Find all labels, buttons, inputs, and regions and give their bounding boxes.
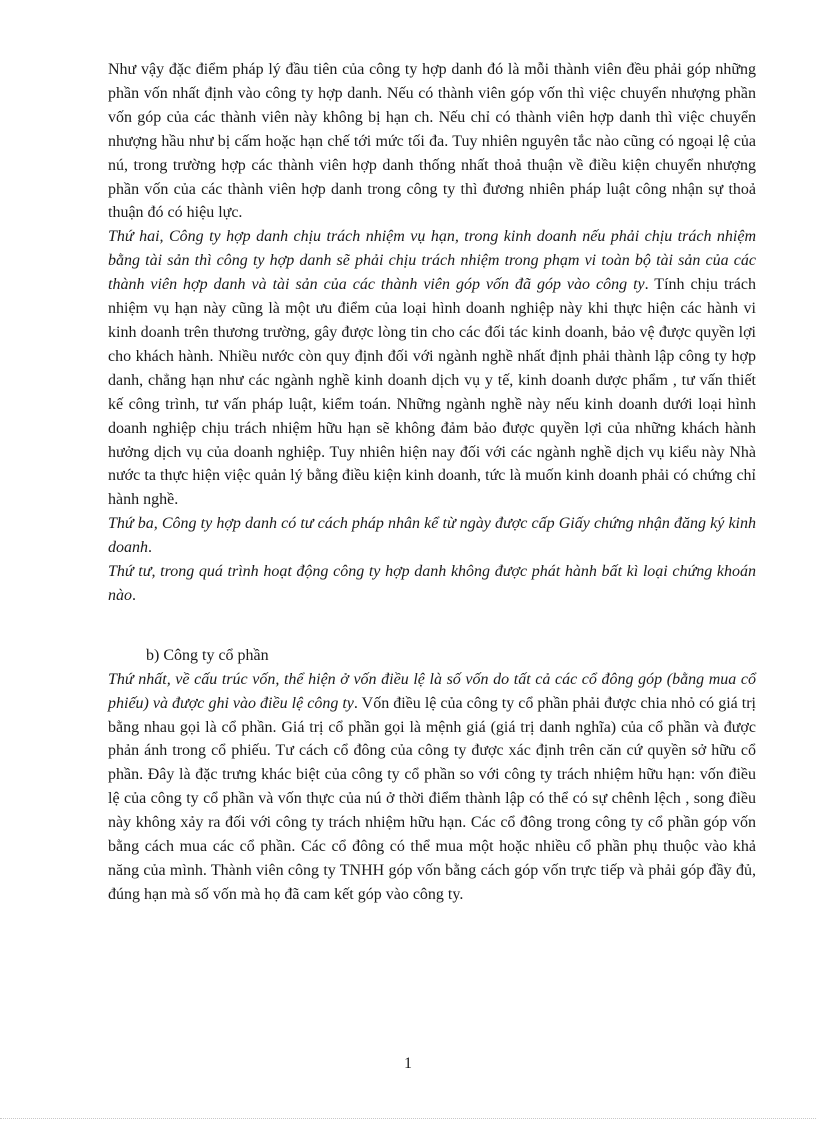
paragraph-2-italic-lead: Thứ hai, Công ty hợp danh chịu trách nhiệm vụ hạn, trong kinh doanh nếu phải chịu trách nhiệm bằng tài sản thì công ty hợp danh sẽ phải chịu trách nhiệm trong phạm vi toàn bộ tài sản của các thành viên hợp danh và tài sản của các thành viên góp vốn đã góp vào công ty bbox=[108, 228, 756, 294]
paragraph-4 bbox=[108, 560, 756, 608]
paragraph-2-text: . Tính chịu trách nhiệm vụ hạn này cũng là một ưu điểm của loại hình doanh nghiệp này khi thực hiện các hành vi kinh doanh trên thương trường, gây được lòng tin cho các đối tác kinh doanh, bảo vệ được quyền lợi cho khách hành. Nhiều nước còn quy định đối với ngành nghề nhất định phải thành lập công ty hợp danh, chẳng hạn như các ngành nghề kinh doanh dịch vụ y tế, kinh doanh dược phẩm , tư vấn thiết kế công trình, tư vấn pháp luật, kiểm toán. Những ngành nghề này nếu kinh doanh dưới loại hình doanh nghiệp chịu trách nhiệm hữu hạn sẽ không đảm bảo được quyền lợi của những khách hành hưởng dịch vụ của doanh nghiệp. Tuy nhiên hiện nay đối với các ngành nghề dịch vụ kiểu này Nhà nước ta thực hiện việc quản lý bằng điều kiện kinh doanh, tức là muốn kinh doanh phải có chứng chỉ hành nghề. bbox=[108, 276, 756, 509]
paragraph-2 bbox=[108, 225, 756, 512]
paragraph-1: Như vậy đặc điểm pháp lý đầu tiên của công ty hợp danh đó là mỗi thành viên đều phải góp những phần vốn nhất định vào công ty hợp danh. Nếu có thành viên góp vốn thì việc chuyển nhượng phần vốn góp của các thành viên này không bị hạn ch. Nếu chỉ có thành viên hợp danh thì việc chuyển nhượng hầu như bị cấm hoặc hạn chế tới mức tối đa. Tuy nhiên nguyên tắc nào cũng có ngoại lệ của nú, trong trường hợp các thành viên hợp danh thống nhất thoả thuận về điều kiện chuyển nhượng phần vốn của các thành viên hợp danh trong công ty thì đương nhiên pháp luật công nhận sự thoả thuận đó có hiệu lực. bbox=[108, 61, 756, 222]
paragraph-5-italic-lead: Thứ nhất, về cấu trúc vốn, thể hiện ở vốn điều lệ là số vốn do tất cả các cổ đông góp (bằng mua cổ phiếu) và được ghi vào điều lệ công ty bbox=[108, 670, 756, 712]
paragraph-3-end: . bbox=[148, 539, 152, 557]
paragraph-3-italic: Thứ ba, Công ty hợp danh có tư cách pháp nhân kể từ ngày được cấp Giấy chứng nhận đăng ký kinh doanh bbox=[108, 515, 756, 557]
paragraph-4-italic: Thứ tư, trong quá trình hoạt động công ty hợp danh không được phát hành bất kì loại chứng khoán nào bbox=[108, 563, 756, 604]
section-spacer bbox=[108, 608, 756, 644]
page-number: 1 bbox=[404, 1055, 412, 1072]
paragraph-5-text: . Vốn điều lệ của công ty cổ phần phải được chia nhỏ có giá trị bằng nhau gọi là cổ phần. Giá trị cổ phần gọi là mệnh giá (giá trị danh nghĩa) của cổ phần và được phản ánh trong cổ phiếu. Tư cách cổ đông của công ty được xác định trên căn cứ quyền sở hữu cổ phần. Đây là đặc trưng khác biệt của công ty cổ phần so với công ty trách nhiệm hữu hạn: vốn điều lệ của công ty cổ phần và vốn thực của nú ở thời điểm thành lập có thể có sự chênh lệch , song điều này không xảy ra đối với công ty trách nhiệm hữu hạn. Các cổ đông trong công ty cổ phần góp vốn bằng cách mua các cổ phần. Các cổ đông có thể mua một hoặc nhiều cổ phần phụ thuộc vào khả năng của mình. Thành viên công ty TNHH góp vốn bằng cách góp vốn trực tiếp và phải góp đầy đủ, đúng hạn mà số vốn mà họ đã cam kết góp vào công ty. bbox=[108, 694, 757, 903]
page-bottom-divider bbox=[0, 1118, 816, 1119]
paragraph-5 bbox=[108, 668, 756, 907]
section-heading-b: b) Công ty cổ phần bbox=[146, 646, 269, 664]
paragraph-3 bbox=[108, 512, 756, 560]
document-body bbox=[108, 58, 756, 907]
paragraph-4-end: . bbox=[132, 586, 136, 604]
